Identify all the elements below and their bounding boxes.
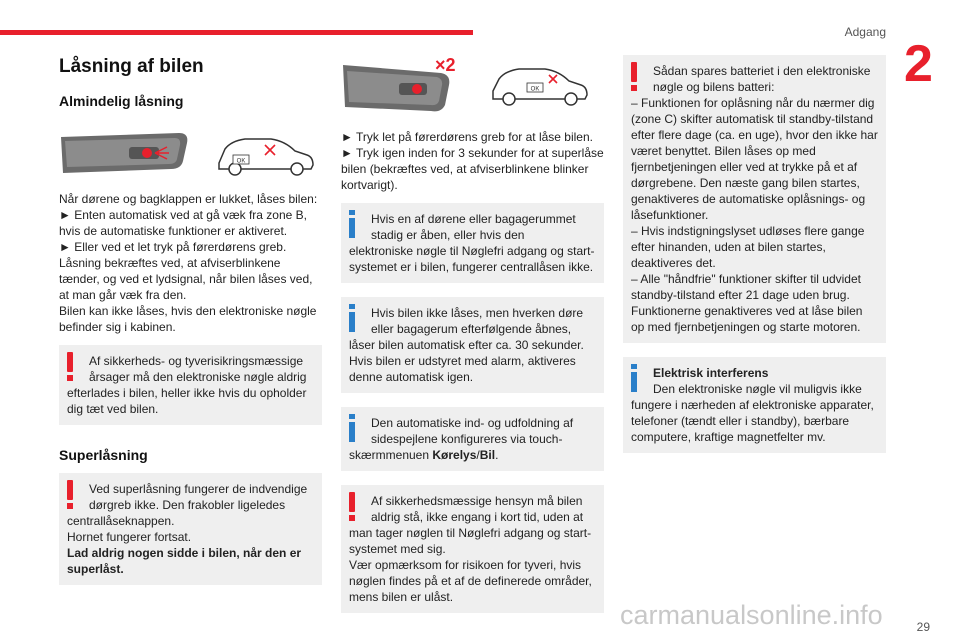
menu-separator: / [476, 448, 480, 462]
column-2 [341, 55, 604, 627]
period: . [495, 448, 499, 462]
battery-tip-line: – Funktionen for oplåsning når du nærmer dig (zone C) skifter automatisk til standby-tilstand efter flere dage (ca. en uge), hvor den ikke har været benyttet. Bilen låses op med fjernbetjeningen eller ved at trykke på et af dørgrebene. Den næste gang bilen startes, genaktiveres de automatiske oplåsnings- og låsefunktioner. [631, 96, 878, 222]
info-box-interference [623, 357, 886, 453]
warning-text-first: Af sikkerhedsmæssige hensyn må bilen aldrig stå, ikke engang i kort tid, uden at [371, 494, 584, 524]
menu-path-lights: Kørelys [432, 448, 477, 462]
info-text-first: Hvis bilen ikke låses, men hverken døre eller bagagerum efterfølgende åbnes, [371, 306, 584, 336]
warning-box-superlock [59, 473, 322, 585]
warning-exclamation-icon [67, 480, 73, 508]
info-box-mirrors [341, 407, 604, 471]
paragraph-line: ► Tryk igen inden for 3 sekunder for at superlåse bilen (bekræftes ved, at afviserblinkene blinker kortvarigt). [341, 146, 604, 192]
paragraph-line: ► Eller ved et let tryk på førerdørens greb. [59, 240, 287, 254]
paragraph-line: ► Tryk let på førerdørens greb for at låse bilen. [341, 130, 593, 144]
info-text-first: Hvis en af dørene eller bagagerummet stadig er åben, eller hvis den [371, 212, 576, 242]
warning-box-battery [623, 55, 886, 343]
paragraph-line: ► Enten automatisk ved at gå væk fra zone B, hvis de automatiske funktioner er aktiveret. [59, 208, 308, 238]
warning-box-key [59, 345, 322, 425]
paragraph-line: Låsning bekræftes ved, at afviserblinkene tænder, og ved et lydsignal, når bilen låses ved, at man går væk fra den. [59, 256, 313, 302]
subheading-superlocking: Superlåsning [59, 447, 148, 463]
info-icon [349, 210, 355, 238]
info-text-first: Den automatiske ind- og udfoldning af sidespejlene konfigureres via touch- [371, 416, 574, 446]
info-text-rest: låser bilen automatisk efter ca. 30 sekunder. Hvis bilen er udstyret med alarm, aktiveres denne automatisk igen. [349, 338, 584, 384]
warning-text-line: Vær opmærksom for risikoen for tyveri, hvis nøglen findes på et af de definerede områder, mens bilen er ulåst. [349, 558, 592, 604]
figure-door-handle-lock [59, 119, 322, 183]
warning-exclamation-icon [349, 492, 355, 520]
warning-box-key-theft [341, 485, 604, 613]
info-box-doors-open [341, 203, 604, 283]
double-press-illustration [341, 55, 604, 121]
section-title: Adgang [844, 25, 886, 39]
warning-text-rest: centrallåseknappen. [67, 514, 175, 528]
info-icon [349, 304, 355, 332]
ok-label: OK [236, 158, 246, 165]
battery-tip-line: – Hvis indstigningslyset udløses flere gange efter hinanden, uden at bilen startes, deaktiveres det. [631, 224, 865, 270]
info-icon [349, 414, 355, 442]
page-title: Låsning af bilen [59, 56, 204, 77]
multiplier-label: ×2 [435, 55, 456, 75]
column-3 [623, 55, 886, 467]
warning-text-first: Sådan spares batteriet i den elektroniske nøgle og bilens batteri: [653, 64, 871, 94]
menu-path-vehicle: Bil [479, 448, 496, 462]
watermark: carmanualsonline.info [620, 600, 883, 630]
info-text-rest: fungere i nærheden af elektroniske apparater, telefoner (tændt eller i standby), bærbare computere, kraftige magnetfelter mv. [631, 398, 874, 444]
warning-text-rest: efterlades i bilen, heller ikke hvis du opholder dig tæt ved bilen. [67, 386, 307, 416]
warning-text-first: Af sikkerheds- og tyverisikringsmæssige årsager må den elektroniske nøgle aldrig [89, 354, 307, 384]
info-text-first: Den elektroniske nøgle vil muligvis ikke [653, 382, 862, 396]
ok-label: OK [530, 86, 540, 93]
paragraph-line: Når dørene og bagklappen er lukket, låses bilen: [59, 192, 318, 206]
warning-text-line: Hornet fungerer fortsat. [67, 530, 192, 544]
info-title: Elektrisk interferens [653, 366, 769, 380]
warning-exclamation-icon [631, 62, 637, 90]
paragraph-line: Bilen kan ikke låses, hvis den elektroniske nøgle befinder sig i kabinen. [59, 304, 317, 334]
figure-double-press [341, 55, 604, 121]
column-1 [59, 55, 322, 599]
header-accent-bar [0, 30, 473, 35]
page-number: 29 [916, 620, 930, 634]
info-box-auto-relock [341, 297, 604, 393]
warning-text-first: Ved superlåsning fungerer de indvendige dørgreb ikke. Den frakobler ligeledes [89, 482, 308, 512]
info-icon [631, 364, 637, 392]
info-text-rest: elektroniske nøgle til Nøglefri adgang og start-systemet er i bilen, fungerer centrallåsen ikke. [349, 244, 595, 274]
warning-text-bold: Lad aldrig nogen sidde i bilen, når den er superlåst. [67, 546, 302, 576]
battery-tip-line: – Alle "håndfrie" funktioner skifter til udvidet standby-tilstand efter 21 dage uden brug. Funktionerne genaktiveres ved at låse bilen op med fjernbetjeningen og starte motoren. [631, 272, 863, 334]
warning-exclamation-icon [67, 352, 73, 380]
chapter-number: 2 [904, 35, 933, 93]
warning-text-rest: man tager nøglen til Nøglefri adgang og start-systemet med sig. [349, 526, 592, 556]
door-handle-car-illustration [59, 119, 322, 183]
info-text-rest: skærmmenuen [349, 448, 433, 462]
subheading-normal-locking: Almindelig låsning [59, 93, 184, 109]
